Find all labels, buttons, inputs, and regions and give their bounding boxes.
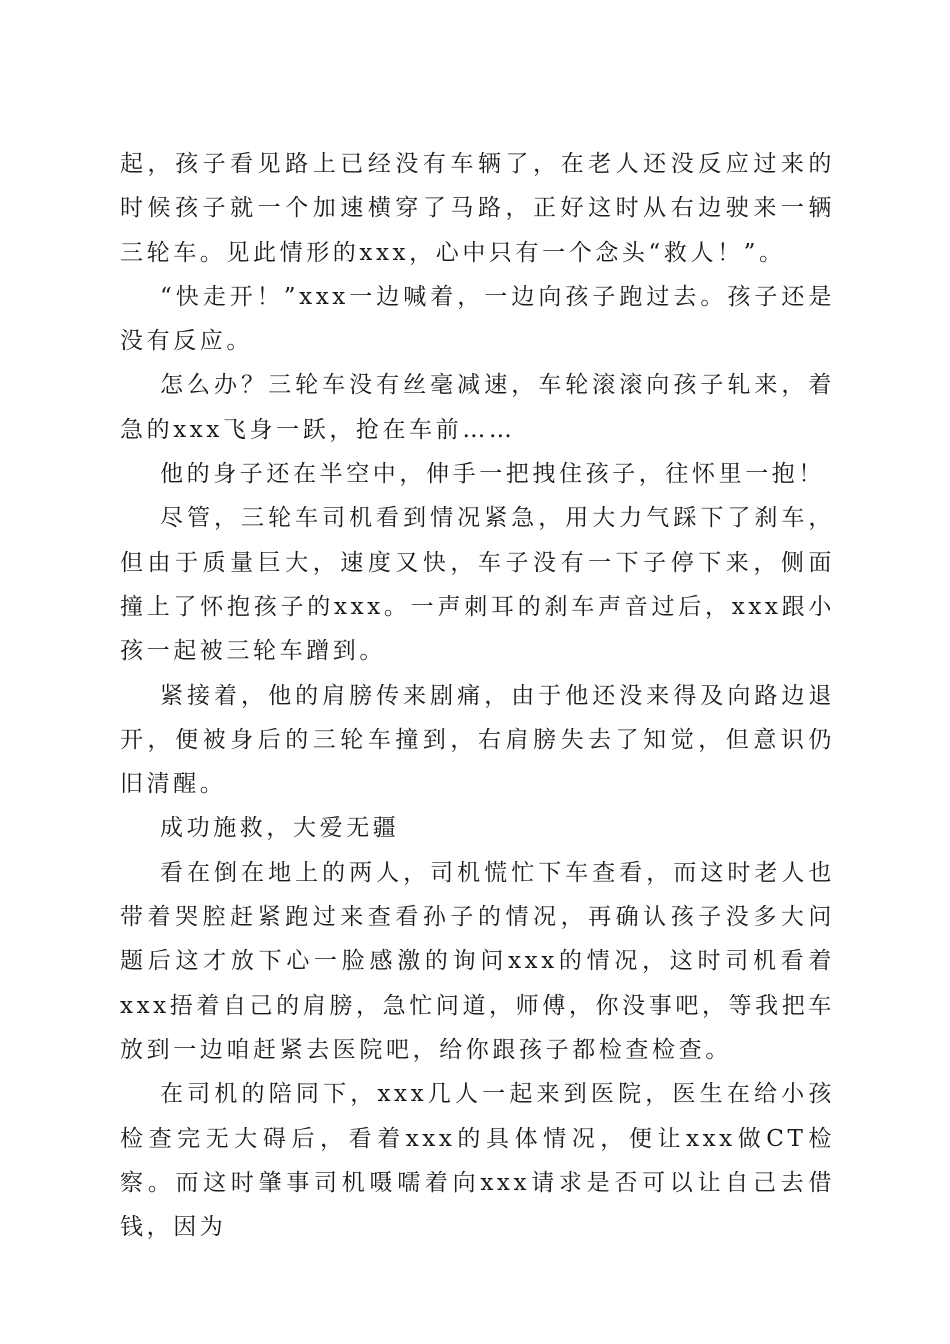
section-heading: 成功施救，大爱无疆 [160, 815, 400, 842]
paragraph: 紧接着，他的肩膀传来剧痛，由于他还没来得及向路边退开，便被身后的三轮车撞到，右肩膀失去了知觉，但意识仍旧清醒。 [120, 682, 835, 798]
paragraph: “快走开！”xxx一边喊着，一边向孩子跑过去。孩子还是没有反应。 [120, 283, 835, 355]
document-body [120, 142, 835, 1249]
paragraph: 看在倒在地上的两人，司机慌忙下车查看，而这时老人也带着哭腔赶紧跑过来查看孙子的情况，再确认孩子没多大问题后这才放下心一脸感激的询问xxx的情况，这时司机看着xxx捂着自己的肩膀，急忙问道，师傅，你没事吧，等我把车放到一边咱赶紧去医院吧，给你跟孩子都检查检查。 [120, 859, 835, 1063]
paragraph: 怎么办？三轮车没有丝毫减速，车轮滚滚向孩子轧来，着急的xxx飞身一跃，抢在车前…… [120, 372, 835, 443]
paragraph: 尽管，三轮车司机看到情况紧急，用大力气踩下了刹车，但由于质量巨大，速度又快，车子没有一下子停下来，侧面撞上了怀抱孩子的xxx。一声刺耳的刹车声音过后，xxx跟小孩一起被三轮车蹭到。 [120, 505, 835, 665]
paragraph: 起，孩子看见路上已经没有车辆了，在老人还没反应过来的时候孩子就一个加速横穿了马路，正好这时从右边驶来一辆三轮车。见此情形的xxx，心中只有一个念头“救人！”。 [120, 151, 835, 266]
paragraph: 在司机的陪同下，xxx几人一起来到医院，医生在给小孩检查完无大碍后，看着xxx的具体情况，便让xxx做CT检察。而这时肇事司机嗫嚅着向xxx请求是否可以让自己去借钱，因为 [120, 1081, 835, 1241]
paragraph: 他的身子还在半空中，伸手一把拽住孩子，往怀里一抱！ [160, 461, 825, 488]
